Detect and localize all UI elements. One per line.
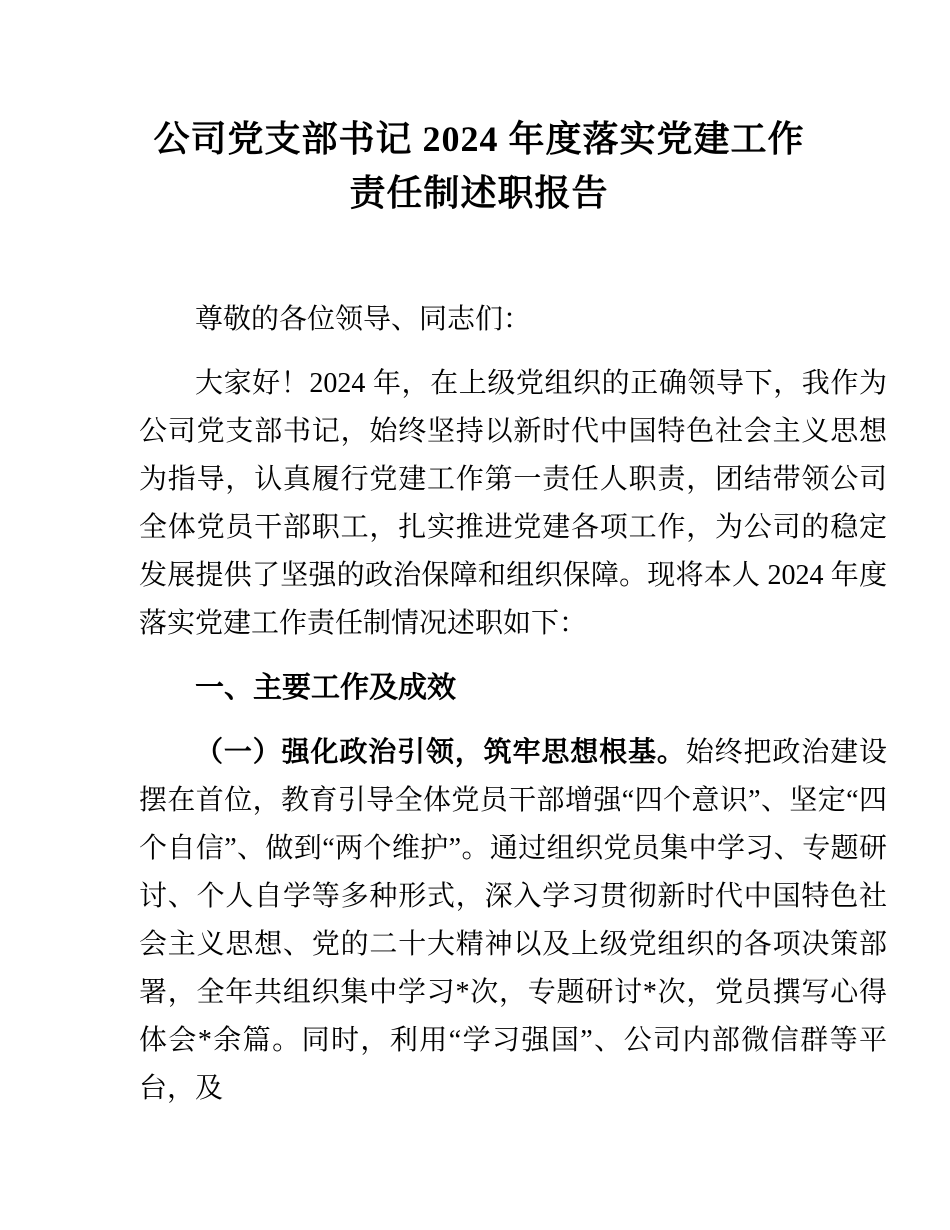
section1-item1-paragraph	[139, 728, 887, 1113]
intro-paragraph: 大家好！2024 年，在上级党组织的正确领导下，我作为公司党支部书记，始终坚持以新时代中国特色社会主义思想为指导，认真履行党建工作第一责任人职责，团结带领公司全体党员干部职工，扎实推进党建各项工作，为公司的稳定发展提供了坚强的政治保障和组织保障。现将本人 2024 年度落实党建工作责任制情况述职如下：	[139, 368, 887, 639]
salutation-paragraph: 尊敬的各位领导、同志们：	[195, 304, 532, 335]
section-heading-main-work: 一、主要工作及成效	[195, 672, 457, 704]
section1-item1-body: 始终把政治建设摆在首位，教育引导全体党员干部增强“四个意识”、坚定“四个自信”、做到“两个维护”。通过组织党员集中学习、专题研讨、个人自学等多种形式，深入学习贯彻新时代中国特色社会主义思想、党的二十大精神以及上级党组织的各项决策部署，全年共组织集中学习*次，专题研讨*次，党员撰写心得体会*余篇。同时，利用“学习强国”、公司内部微信群等平台，及	[139, 737, 887, 1104]
document-title: 公司党支部书记 2024 年度落实党建工作责任制述职报告	[153, 119, 805, 213]
document-content	[139, 112, 887, 1129]
section1-item1-lead: （一）强化政治引领，筑牢思想根基。	[195, 736, 686, 767]
